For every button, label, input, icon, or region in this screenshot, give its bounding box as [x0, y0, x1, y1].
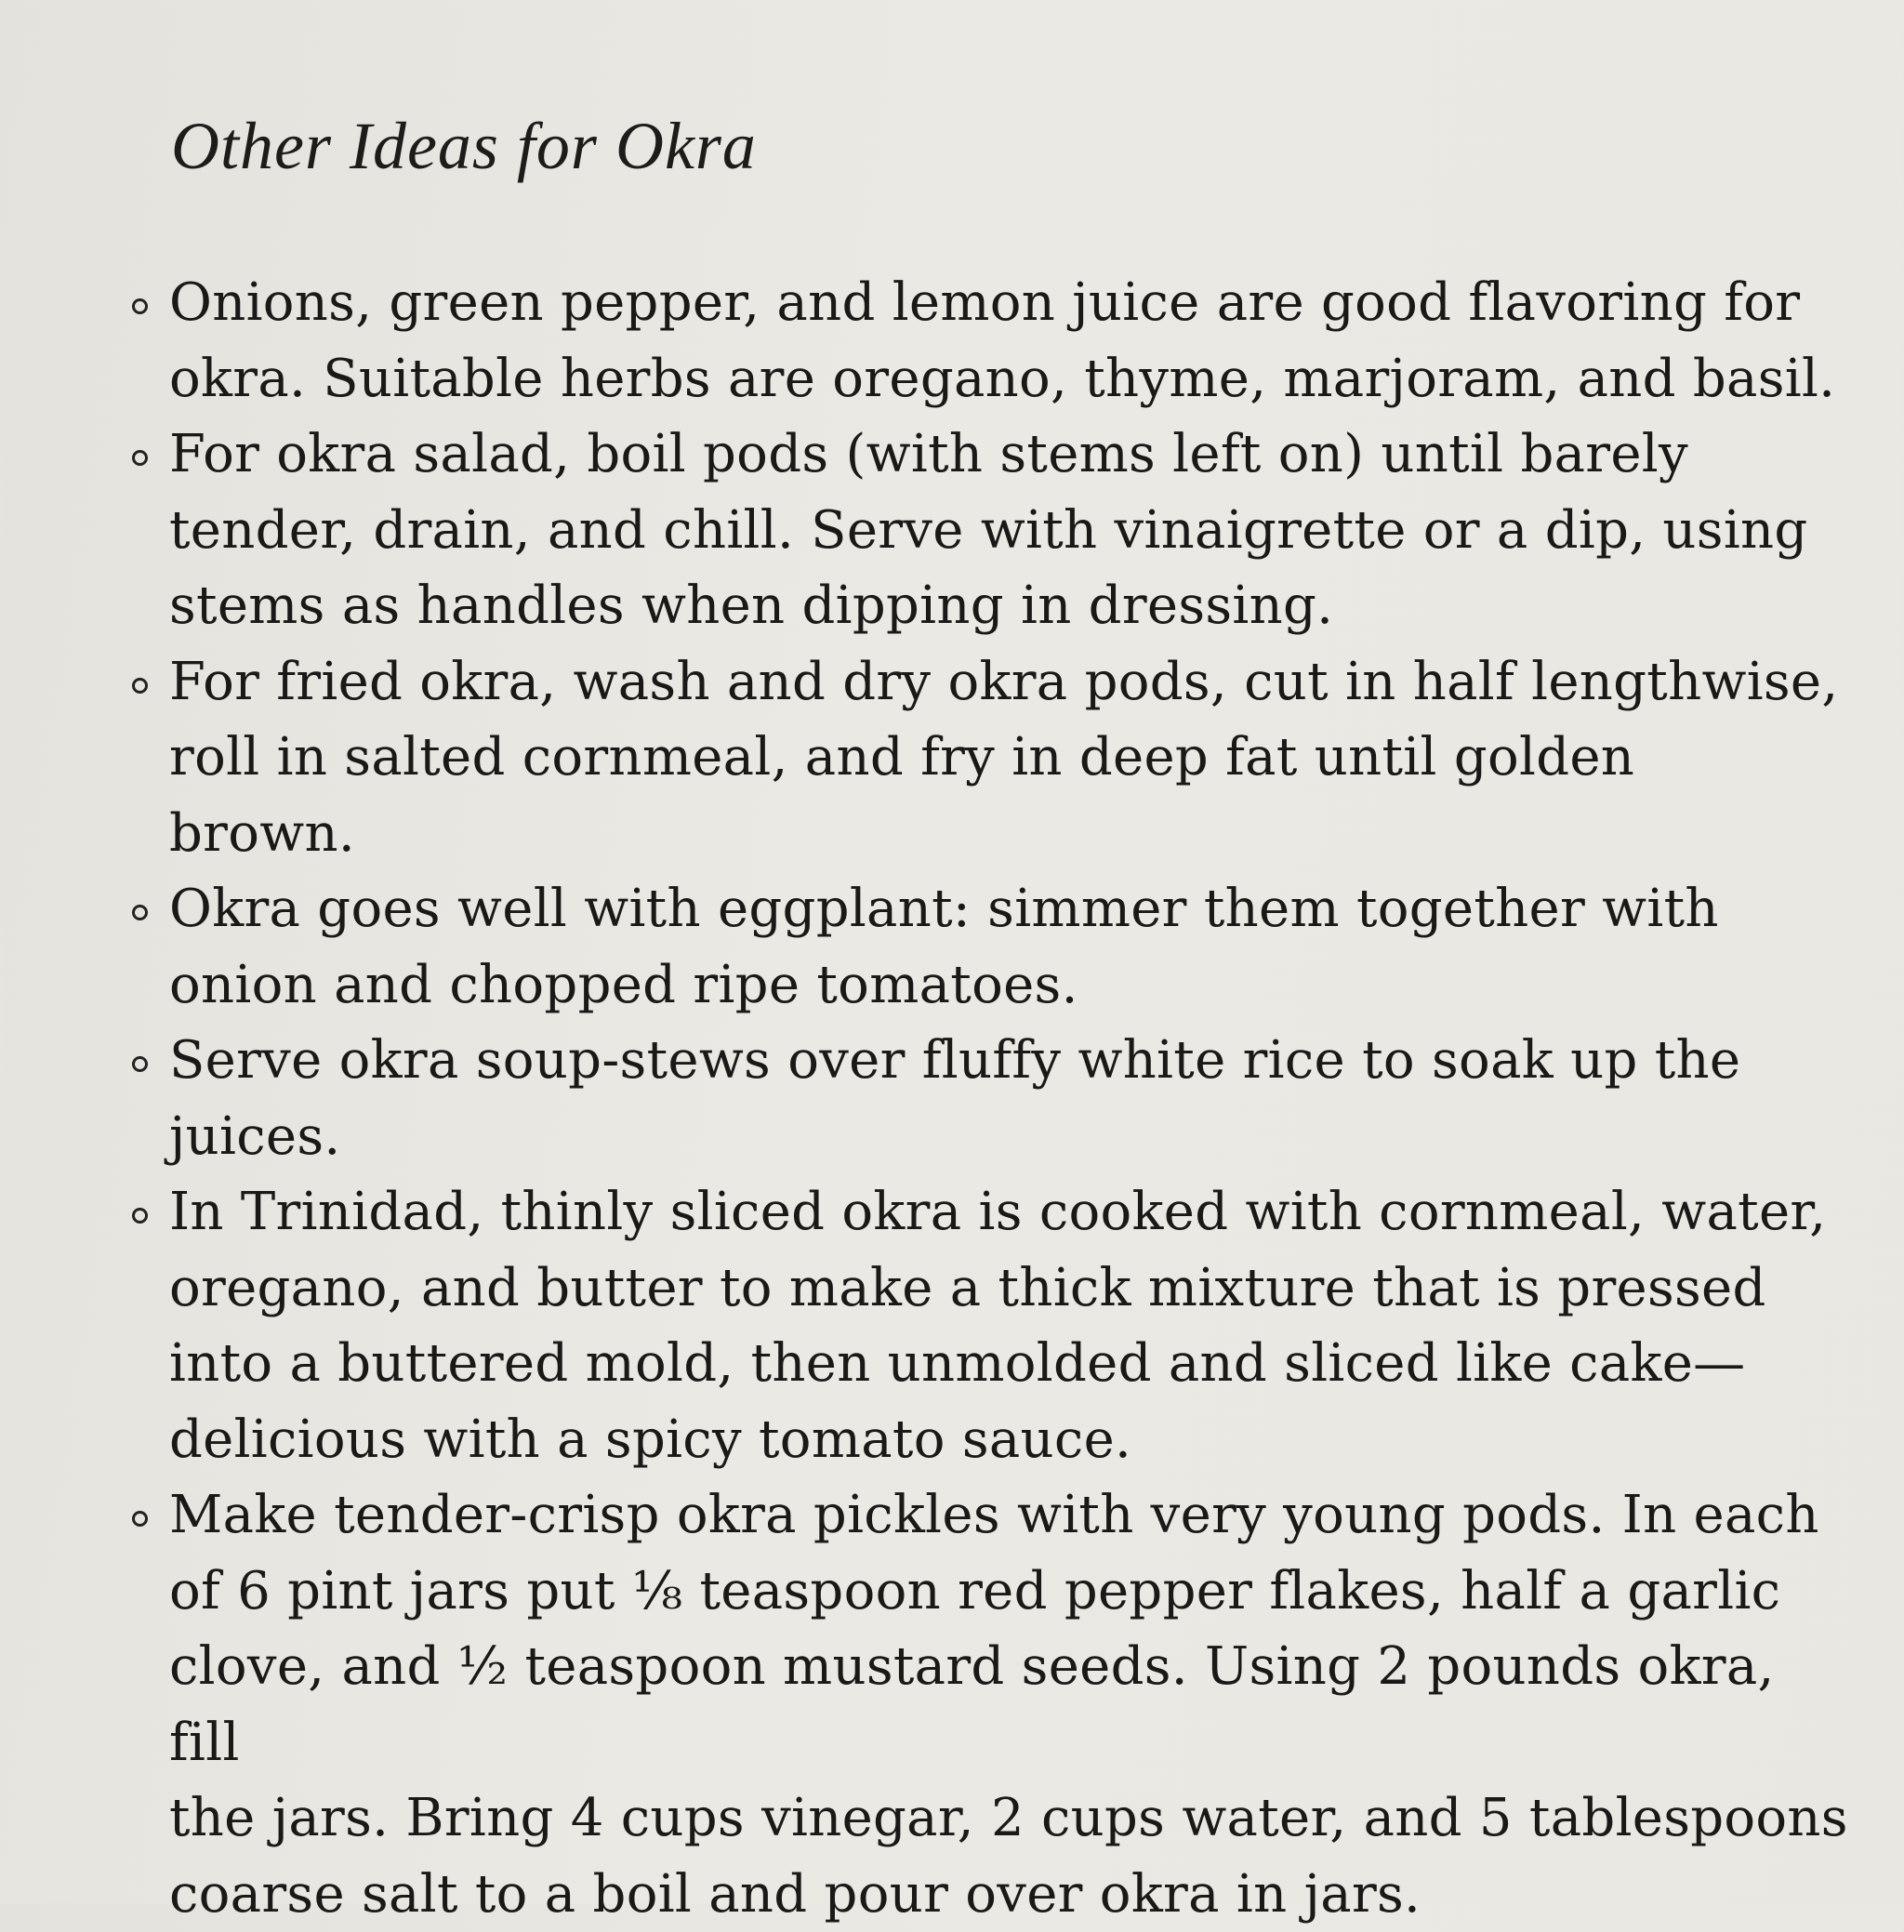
text-line: oregano, and butter to make a thick mixture that is pressed — [169, 1257, 1766, 1318]
text-line: Okra goes well with eggplant: simmer them together with — [169, 879, 1719, 939]
bullet-icon — [132, 450, 148, 466]
text-line: of 6 pint jars put ⅛ teaspoon red pepper flakes, half a garlic — [169, 1560, 1781, 1621]
text-line: For fried okra, wash and dry okra pods, cut in half lengthwise, — [169, 651, 1839, 712]
text-line: tender, drain, and chill. Serve with vinaigrette or a dip, using — [169, 499, 1808, 561]
text-line: onion and chopped ripe tomatoes. — [169, 954, 1078, 1015]
bullet-icon — [132, 678, 148, 694]
text-line: into a buttered mold, then unmolded and sliced like cake— — [169, 1333, 1746, 1394]
list-item — [126, 1174, 1856, 1477]
text-line: the jars. Bring 4 cups vinegar, 2 cups water, and 5 tablespoons — [169, 1788, 1848, 1848]
list-item — [126, 265, 1856, 417]
text-line: Onions, green pepper, and lemon juice are good flavoring for — [169, 272, 1801, 333]
tips-list — [126, 265, 1856, 1932]
bullet-icon — [132, 1208, 148, 1224]
list-item — [126, 644, 1856, 872]
text-line: okra. Suitable herbs are oregano, thyme, marjoram, and basil. — [169, 348, 1836, 409]
list-item — [126, 1477, 1856, 1932]
text-line: roll in salted cornmeal, and fry in deep fat until golden — [169, 727, 1635, 787]
text-line: Make tender-crisp okra pickles with very young pods. In each — [169, 1485, 1819, 1545]
bullet-icon — [132, 298, 148, 314]
text-line: delicious with a spicy tomato sauce. — [169, 1409, 1132, 1470]
text-line: In Trinidad, thinly sliced okra is cooked with cornmeal, water, — [169, 1182, 1827, 1242]
section-heading: Other Ideas for Okra — [171, 109, 757, 183]
text-line: stems as handles when dipping in dressing. — [169, 576, 1334, 636]
text-line: For okra salad, boil pods (with stems left on) until barely — [169, 424, 1688, 484]
text-line: brown. — [169, 802, 355, 864]
list-item — [126, 871, 1856, 1023]
bullet-icon — [132, 1056, 148, 1072]
bullet-icon — [132, 1511, 148, 1527]
text-line: clove, and ½ teaspoon mustard seeds. Using 2 pounds okra, fill — [169, 1636, 1775, 1773]
text-line: coarse salt to a boil and pour over okra in jars. — [169, 1863, 1421, 1925]
text-line: juices. — [169, 1105, 341, 1167]
list-item — [126, 417, 1856, 644]
bullet-icon — [132, 905, 148, 920]
list-item — [126, 1023, 1856, 1174]
text-line: Serve okra soup-stews over fluffy white rice to soak up the — [169, 1030, 1741, 1091]
